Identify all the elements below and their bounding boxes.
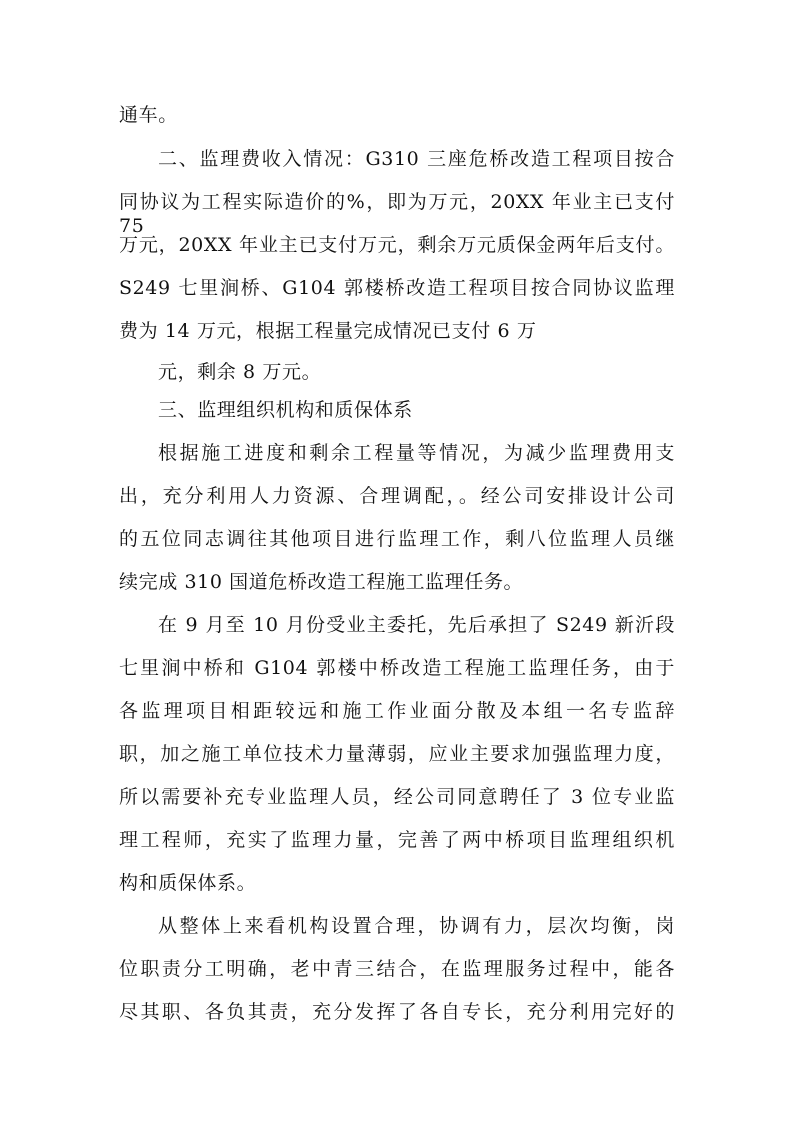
text-line: 位职责分工明确，老中青三结合，在监理服务过程中，能各 [119, 958, 675, 980]
text-line: 的五位同志调往其他项目进行监理工作，剩八位监理人员继 [119, 528, 675, 550]
text-line: 同协议为工程实际造价的%，即为万元，20XX 年业主已支付 75 [119, 191, 675, 237]
text-line: 所以需要补充专业监理人员，经公司同意聘任了 3 位专业监 [119, 786, 675, 808]
text-line: 根据施工进度和剩余工程量等情况，为减少监理费用支 [158, 442, 675, 464]
section-heading-organization: 三、监理组织机构和质保体系 [158, 399, 413, 421]
text-line: 各监理项目相距较远和施工作业面分散及本组一名专监辞 [119, 700, 675, 722]
text-line: 万元，20XX 年业主已支付万元，剩余万元质保金两年后支付。 [119, 234, 675, 256]
section-heading-fee-income: 二、监理费收入情况：G310 三座危桥改造工程项目按合 [158, 148, 675, 170]
text-line: 职，加之施工单位技术力量薄弱，应业主要求加强监理力度， [119, 743, 675, 765]
text-line: S249 七里涧桥、G104 郭楼桥改造工程项目按合同协议监理 [119, 277, 675, 299]
text-line: 理工程师，充实了监理力量，完善了两中桥项目监理组织机 [119, 829, 675, 851]
text-line: 尽其职、各负其责，充分发挥了各自专长，充分利用完好的 [119, 1001, 675, 1023]
text-line: 从整体上来看机构设置合理，协调有力，层次均衡，岗 [158, 915, 675, 937]
text-line: 七里涧中桥和 G104 郭楼中桥改造工程施工监理任务，由于 [119, 657, 675, 679]
text-line: 出，充分利用人力资源、合理调配，。经公司安排设计公司 [119, 485, 675, 507]
text-line: 费为 14 万元，根据工程量完成情况已支付 6 万 [119, 320, 537, 342]
text-line: 续完成 310 国道危桥改造工程施工监理任务。 [119, 571, 524, 593]
text-line: 构和质保体系。 [119, 872, 257, 894]
text-line: 元，剩余 8 万元。 [158, 361, 322, 383]
text-line: 通车。 [119, 104, 178, 126]
text-line: 在 9 月至 10 月份受业主委托，先后承担了 S249 新沂段 [158, 614, 675, 636]
